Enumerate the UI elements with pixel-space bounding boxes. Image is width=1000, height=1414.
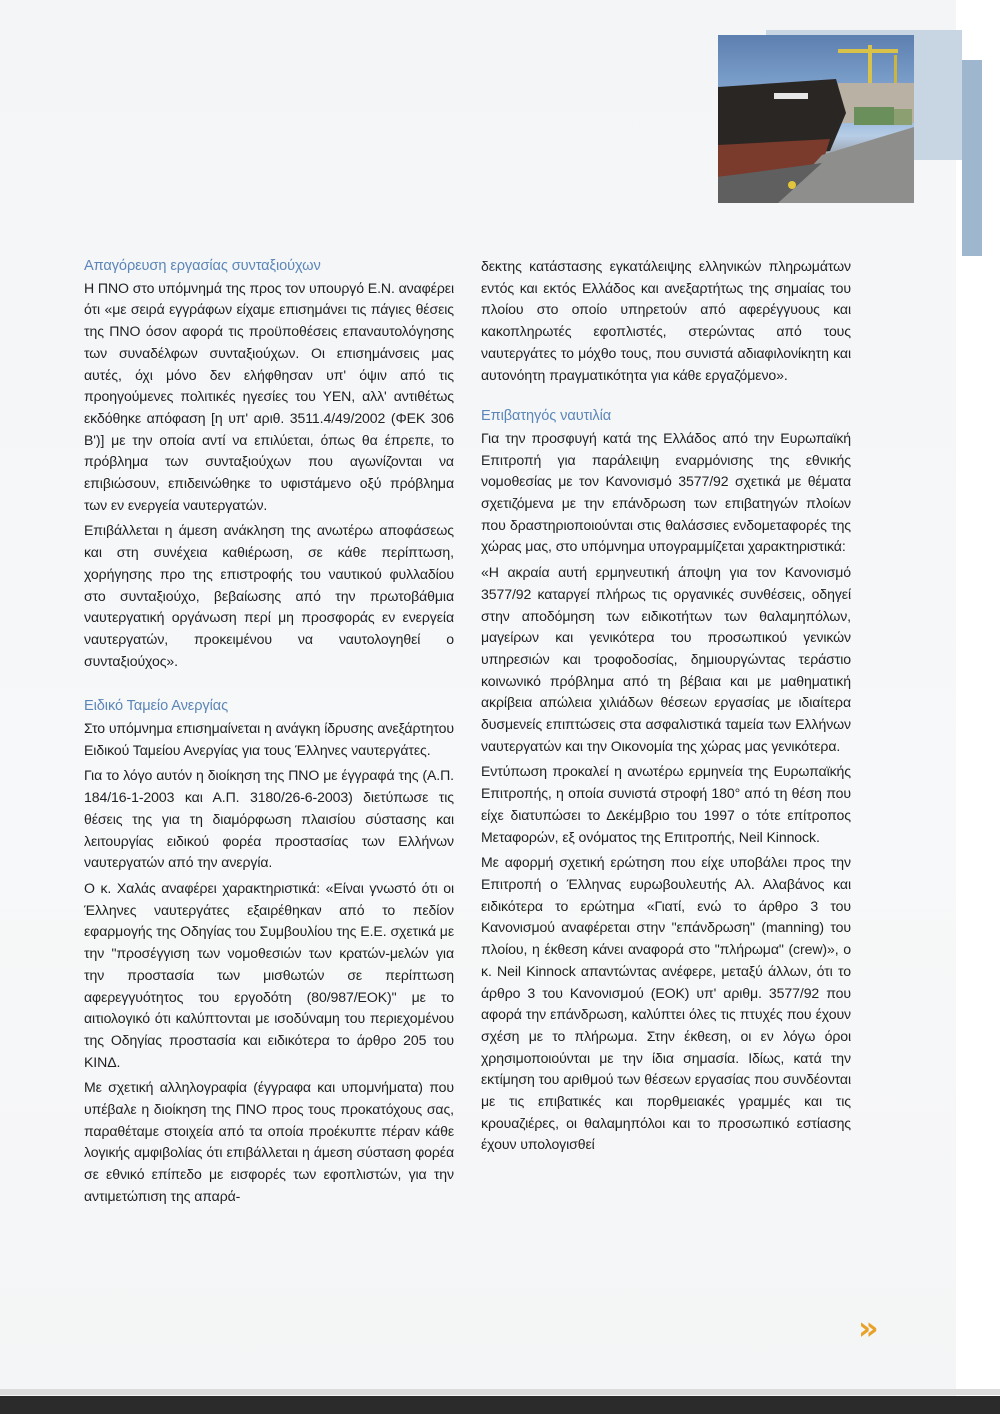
paragraph: Στο υπόμνημα επισημαίνεται η ανάγκη ίδρυσης ανεξάρτητου Ειδικού Ταμείου Ανεργίας για τους Έλληνες ναυτεργάτες. bbox=[84, 720, 454, 758]
ship-illustration bbox=[718, 35, 914, 203]
truck bbox=[854, 107, 894, 125]
section-heading-unemployment-fund: Ειδικό Ταμείο Ανεργίας bbox=[84, 698, 229, 715]
bottom-scan-shadow bbox=[0, 1389, 1000, 1395]
paragraph: «Η ακραία αυτή ερμηνευτική άποψη για τον Κανονισμό 3577/92 καταργεί πλήρως τις οργανικές συνθέσεις, οδηγεί στην αποδόμηση των ειδικοτήτων των θαλαμηπόλων, μαγείρων και γενικότερα του προσωπικού γενικών υπηρεσιών και τροφοδοσίας, δημιουργώντας τεράστιο κοινωνικό πρόβλημα από τη βέβαια και με μαθηματική ακρίβεια απώλεια χιλιάδων θέσεων εργασίας με ιδιαίτερα δυσμενείς επιπτώσεις στα ασφαλιστικά ταμεία των Ελλήνων ναυτεργατών και την Οικονομία της χώρας μας γενικότερα. bbox=[481, 564, 851, 754]
truck-2 bbox=[894, 109, 912, 125]
ship-at-port-photo bbox=[718, 35, 914, 203]
crane-arm bbox=[838, 49, 898, 53]
right-text-column bbox=[481, 256, 851, 1160]
paragraph: Για το λόγο αυτόν η διοίκηση της ΠΝΟ με έγγραφά της (Α.Π. 184/16-1-2003 και Α.Π. 3180/26-6-2003) διετύπωσε τις θέσεις της για τη διαμόρφωση πλαισίου σύστασης και λειτουργίας ειδικού φορέα προστασίας των Ελλήνων ναυτεργατών από την ανεργία. bbox=[84, 767, 454, 871]
paragraph: Για την προσφυγή κατά της Ελλάδος από την Ευρωπαϊκή Επιτροπή για παράλειψη εναρμόνισης της εθνικής νομοθεσίας με τον Κανονισμό 3577/92 σχετικά με θέματα σχετιζόμενα με την επάνδρωση των επιβατηγών πλοίων που δραστηριοποιούνται στις θαλάσσιες ενδομεταφορές της χώρας μας, στο υπόμνημα υπογραμμίζεται χαρακτηριστικά: bbox=[481, 429, 851, 555]
paragraph: Με σχετική αλληλογραφία (έγγραφα και υπομνήματα) που υπέβαλε η διοίκηση της ΠΝΟ προς τους προκατόχους σας, παραθέταμε στοιχεία από τα οποία προέκυπτε πέραν κάθε λογικής αμφιβολίας ότι επιβάλλεται η άμεση σύσταση φορέα σε εθνικό επίπεδο με εισφορές των εφοπλιστών, για την αντιμετώπιση της απαρά- bbox=[84, 1079, 454, 1204]
bottom-edge-rule bbox=[0, 1396, 1000, 1414]
paragraph: Εντύπωση προκαλεί η ανωτέρω ερμηνεία της Ευρωπαϊκής Επιτροπής, η οποία συνιστά στροφή 180° από τη θέση που είχε διατυπώσει το Δεκέμβριο του 1997 ο τότε επίτροπος Μεταφορών, εξ ονόματος της Επιτροπής, Neil Kinnock. bbox=[481, 763, 851, 845]
section-heading-pensioners: Απαγόρευση εργασίας συνταξιούχων bbox=[84, 258, 321, 274]
paragraph: Με αφορμή σχετική ερώτηση που είχε υποβάλει προς την Επιτροπή ο Έλληνας ευρωβουλευτής Αλ. Αλαβάνος και ειδικότερα το ερώτημα «Γιατί, ενώ το άρθρο 3 του Κανονισμού αναφέρεται στην "επάνδρωση" (manning) του πλοίου, η έκθεση κάνει αναφορά στο "πλήρωμα" (crew)», ο κ. Neil Kinnock απαντώντας ανέφερε, μεταξύ άλλων, ότι το άρθρο 3 του Κανονισμού (ΕΟΚ) υπ' αριθμ. 3577/92 που αφορά την επάνδρωση, καλύπτει όλες τις πτυχές που έχουν σχέση με το πλήρωμα. Στην έκθεση, οι εν λόγω όροι χρησιμοποιούνται με την ίδια σημασία. Ιδίως, κατά την εκτίμηση του αριθμού των θέσεων εργασίας που συνδέονται με τις επιβατικές και πορθμειακές γραμμές και τις κρουαζιέρες, οι θαλαμηπόλοι και το προσωπικό εστίασης έχουν υπολογισθεί bbox=[481, 854, 851, 1153]
paragraph: Η ΠΝΟ στο υπόμνημά της προς τον υπουργό Ε.Ν. αναφέρει ότι «με σειρά εγγράφων είχαμε επισημάνει τις πάγιες θέσεις της ΠΝΟ όσον αφορά τις προϋποθέσεις επαναυτολόγησης των συναδέλφων συνταξιούχων. Οι επισημάνσεις μας αυτές, όχι μόνο δεν ελήφθησαν υπ' όψιν από τις προηγούμενες πολιτικές ηγεσίες του ΥΕΝ, αλλ' αντιθέτως εκδόθηκε απόφαση [η υπ' αριθ. 3511.4/49/2002 (ΦΕΚ 306 Β')] με την οποία αντί να επιλύεται, όπως θα έπρεπε, το πρόβλημα των συνταξιούχων που αγωνίζονται να επιβιώσουν, επιδεινώθηκε το υφιστάμενο οξύ πρόβλημα των εν ενεργεία ναυτεργατών. bbox=[84, 279, 454, 513]
continue-chevron-icon: » bbox=[858, 1309, 879, 1347]
section-heading-passenger-shipping: Επιβατηγός ναυτιλία bbox=[481, 408, 612, 425]
left-text-column bbox=[84, 256, 454, 1212]
paragraph: δεκτης κατάστασης εγκατάλειψης ελληνικών πληρωμάτων εντός και εκτός Ελλάδος και ανεξαρτήτως της σημαίας του πλοίου στο οποίο υπηρετούν από αφερέγγυους και κακοπληρωτές εφοπλιστές, στερώντας από τους ναυτεργάτες το μόχθο τους, που συνιστά αδιαφιλονίκητη και αυτονόητη πραγματικότητα για κάθε εργαζόμενο». bbox=[481, 258, 851, 383]
paragraph: Ο κ. Χαλάς αναφέρει χαρακτηριστικά: «Είναι γνωστό ότι οι Έλληνες ναυτεργάτες εξαιρέθηκαν από το πεδίον εφαρμογής της Οδηγίας του Συμβουλίου της Ε.Ε. σχετικά με την "προσέγγιση των νομοθεσιών των κρατών-μελών για την προστασία των μισθωτών σε περίπτωση αφερεγγυότητος του εργοδότη (80/987/ΕΟΚ)" με το αιτιολογικό ότι καλύπτονται με ισοδύναμη του περιεχομένου της Οδηγίας προστασία και ειδικότερα το άρθρο 205 του ΚΙΝΔ. bbox=[84, 879, 454, 1070]
paragraph: Επιβάλλεται η άμεση ανάκληση της ανωτέρω αποφάσεως και στη συνέχεια καθιέρωση, σε κάθε περίπτωση, χορήγησης προ της επιστροφής του ναυτικού φυλλαδίου στο συνταξιούχο, βεβαίωσης από την πρωτοβάθμια ναυτεργατική οργάνωση περί μη προσφοράς εν ενεργεία ναυτεργατών, προκειμένου να ναυτολογηθεί ο συνταξιούχος». bbox=[84, 522, 454, 669]
side-accent-bar bbox=[962, 60, 982, 256]
section-gap bbox=[84, 676, 454, 696]
section-gap bbox=[481, 390, 851, 406]
bollard bbox=[788, 181, 796, 189]
ship-name-plate bbox=[774, 93, 808, 99]
